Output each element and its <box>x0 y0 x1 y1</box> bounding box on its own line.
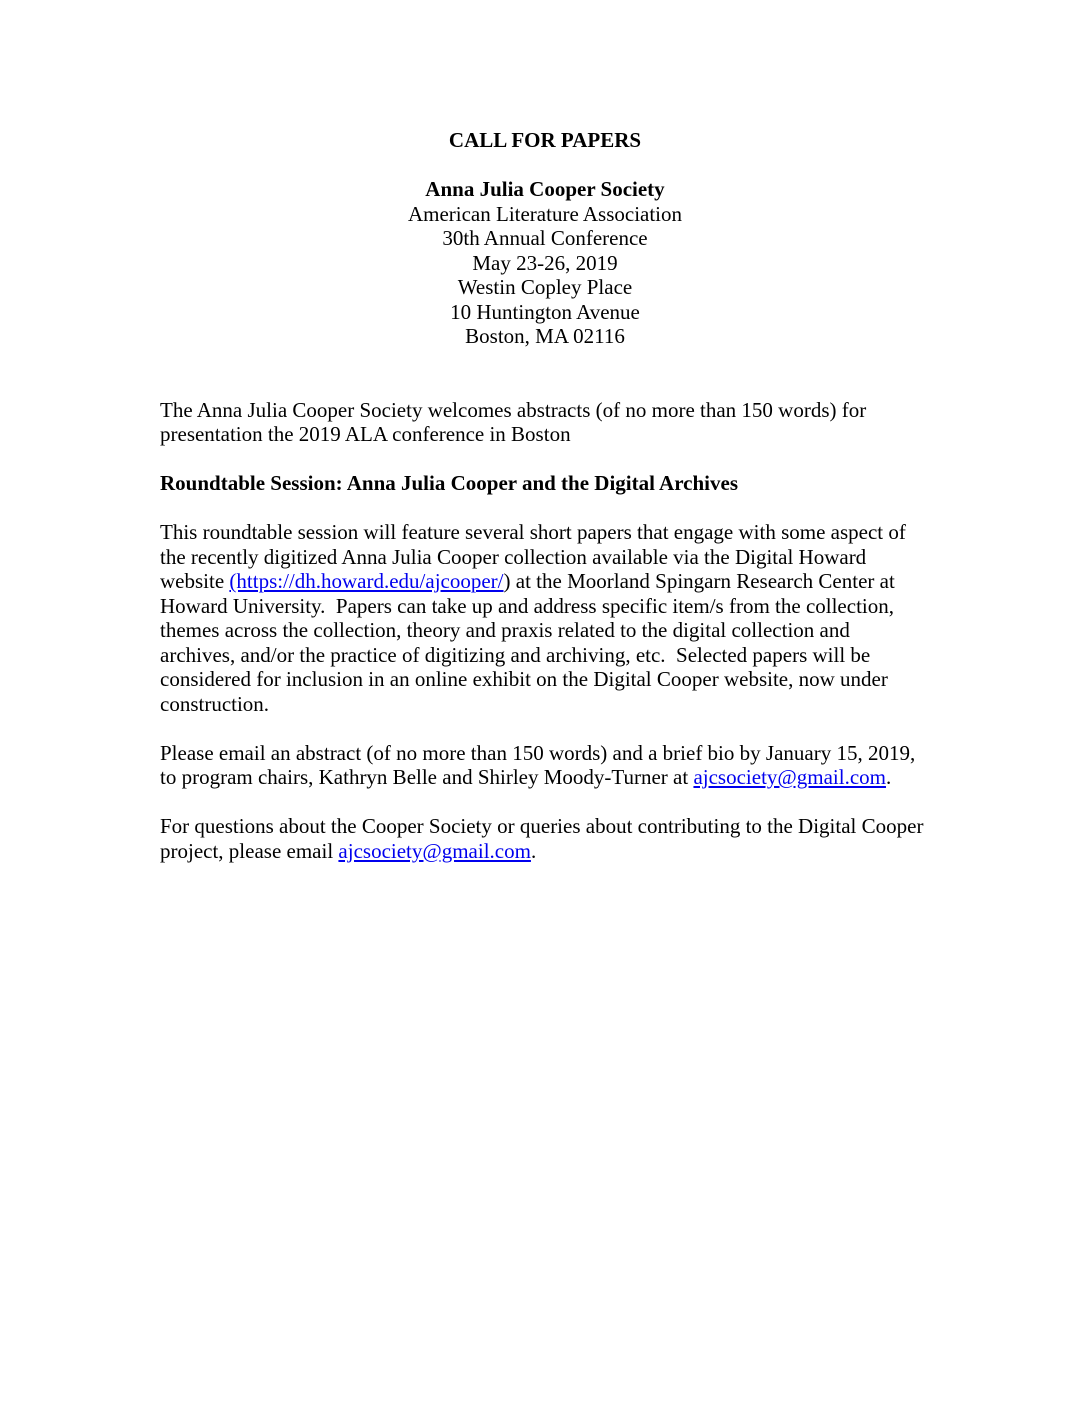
association-name: American Literature Association <box>407 201 683 226</box>
conference-name: 30th Annual Conference <box>442 226 648 250</box>
document-title: CALL FOR PAPERS <box>448 128 642 152</box>
questions-email-link[interactable]: ajcsociety@gmail.com <box>338 838 531 863</box>
intro-text: The Anna Julia Cooper Society welcomes abstracts (of no more than 150 words) for presentation the 2019 ALA conference in Boston <box>160 397 872 446</box>
submission-email-link[interactable]: ajcsociety@gmail.com <box>693 765 886 789</box>
intro-paragraph <box>160 398 930 447</box>
spacer <box>160 349 930 398</box>
digital-howard-link[interactable]: (https://dh.howard.edu/ajcooper/ <box>229 569 504 593</box>
submission-text-after-link: . <box>885 765 892 789</box>
venue-name: Westin Copley Place <box>457 275 633 299</box>
society-name: Anna Julia Cooper Society <box>425 177 665 201</box>
document-header <box>160 128 930 349</box>
venue-city-state-zip: Boston, MA 02116 <box>465 324 625 348</box>
session-text-before-link: This roundtable session will feature several short papers that engage with some aspect of the recently digitized Anna Julia Cooper collection available via the Digital Howard website <box>160 520 912 593</box>
roundtable-heading-text: Roundtable Session: Anna Julia Cooper and the Digital Archives <box>160 471 738 495</box>
conference-dates: May 23-26, 2019 <box>472 250 618 275</box>
session-text-after-link: ) at the Moorland Spingarn Research Center at Howard University. Papers can take up and address specific item/s from the collection, themes across the collection, theory and praxis related to the digital collection and archives, and/or the practice of digitizing and archiving, etc. Selected papers will be considered for inclusion in an online exhibit on the Digital Cooper website, now under construction. <box>160 569 901 716</box>
roundtable-heading <box>160 471 930 496</box>
questions-text-after-link: . <box>530 838 537 863</box>
spacer <box>160 153 930 178</box>
questions-paragraph <box>160 814 930 863</box>
venue-address: 10 Huntington Avenue <box>450 299 640 324</box>
questions-text-before-link: For questions about the Cooper Society or queries about contributing to the Digital Cooper project, please email <box>160 814 929 863</box>
session-description-paragraph <box>160 520 930 716</box>
document-body <box>160 398 930 864</box>
submission-paragraph <box>160 741 930 790</box>
submission-text-before-link: Please email an abstract (of no more than 150 words) and a brief bio by January 15, 2019, to program chairs, Kathryn Belle and Shirley Moody-Turner at <box>160 740 921 789</box>
